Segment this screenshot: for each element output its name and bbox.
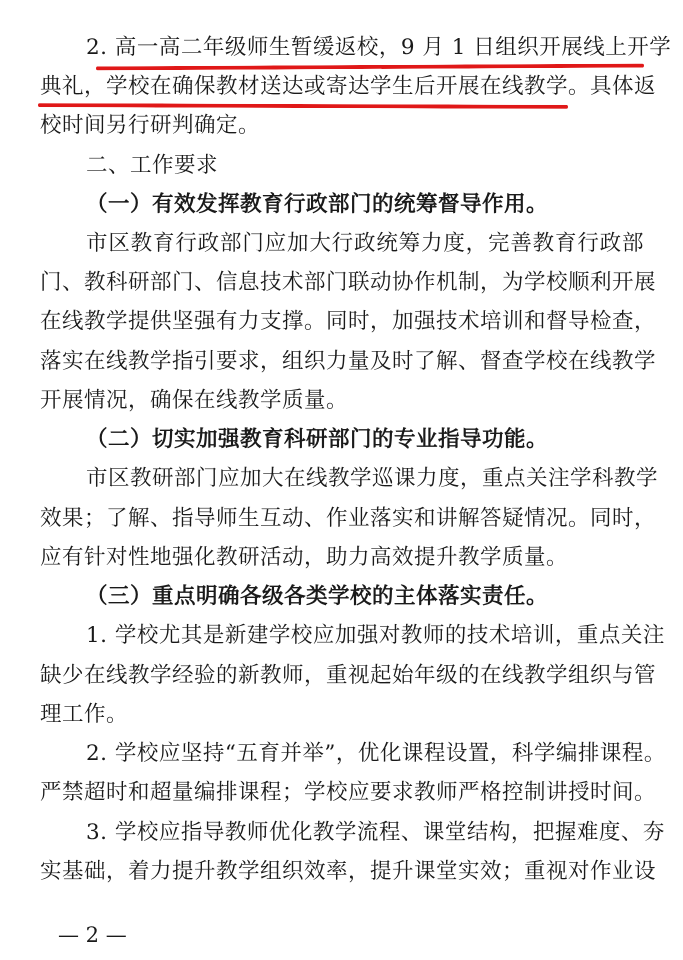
subsection-heading: （一）有效发挥教育行政部门的统筹督导作用。: [86, 192, 549, 217]
paragraph-line: 2. 高一高二年级师生暂缓返校，9 月 1 日组织开展线上开学: [86, 35, 672, 60]
paragraph-line: 效果；了解、指导师生互动、作业落实和讲解答疑情况。同时，: [40, 506, 657, 531]
subsection-heading: （三）重点明确各级各类学校的主体落实责任。: [86, 584, 549, 609]
paragraph-line: 典礼，学校在确保教材送达或寄达学生后开展在线教学。具体返: [40, 74, 657, 99]
page-number: — 2 —: [58, 923, 127, 947]
section-heading: 二、工作要求: [86, 153, 219, 178]
paragraph-line: 严禁超时和超量编排课程；学校应要求教师严格控制讲授时间。: [40, 780, 657, 805]
paragraph-line: 应有针对性地强化教研活动，助力高效提升教学质量。: [40, 545, 569, 570]
paragraph-line: 市区教研部门应加大在线教学巡课力度，重点关注学科教学: [86, 466, 659, 491]
paragraph-line: 市区教育行政部门应加大行政统筹力度，完善教育行政部: [86, 231, 644, 256]
paragraph-line: 2. 学校应坚持“五育并举”，优化课程设置，科学编排课程。: [86, 741, 666, 766]
paragraph-line: 理工作。: [40, 702, 129, 727]
paragraph-line: 校时间另行研判确定。: [40, 113, 261, 138]
paragraph-line: 1. 学校尤其是新建学校应加强对教师的技术培训，重点关注: [86, 623, 665, 648]
red-underline-1: [96, 64, 644, 71]
red-underline-2: [38, 103, 568, 109]
paragraph-line: 3. 学校应指导教师优化教学流程、课堂结构，把握难度、夯: [86, 820, 665, 845]
paragraph-line: 落实在线教学指引要求，组织力量及时了解、督查学校在线教学: [40, 349, 657, 374]
paragraph-line: 在线教学提供坚强有力支撑。同时，加强技术培训和督导检查，: [40, 309, 657, 334]
paragraph-line: 实基础，着力提升教学组织效率，提升课堂实效；重视对作业设: [40, 859, 657, 884]
paragraph-line: 开展情况，确保在线教学质量。: [40, 388, 349, 413]
paragraph-line: 门、教科研部门、信息技术部门联动协作机制，为学校顺利开展: [40, 270, 657, 295]
paragraph-line: 缺少在线教学经验的新教师，重视起始年级的在线教学组织与管: [40, 663, 657, 688]
subsection-heading: （二）切实加强教育科研部门的专业指导功能。: [86, 427, 549, 452]
